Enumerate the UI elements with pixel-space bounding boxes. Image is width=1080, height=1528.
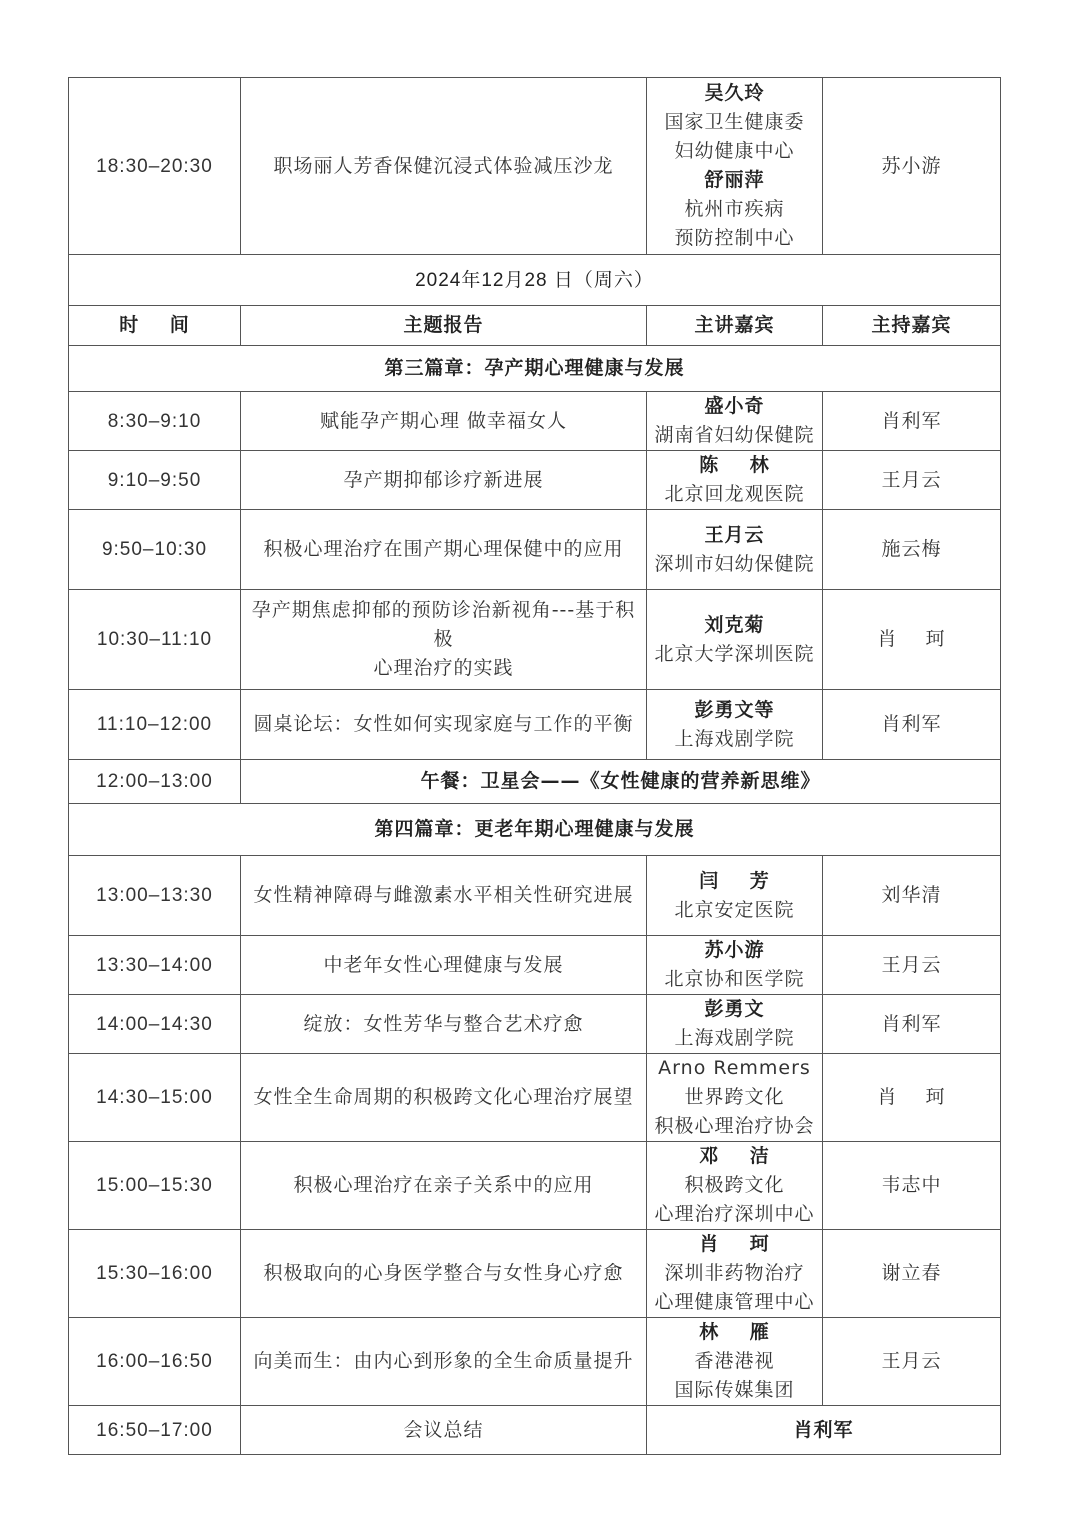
table-row <box>69 1054 1001 1142</box>
header-row <box>69 306 1001 346</box>
header-topic: 主题报告 <box>241 306 647 346</box>
table-row <box>69 392 1001 451</box>
session-host: 施云梅 <box>823 510 1001 590</box>
topic-line: 积极心理治疗在亲子关系中的应用 <box>293 1174 594 1196</box>
chapter-4-title: 第四篇章：更老年期心理健康与发展 <box>69 804 1001 856</box>
session-time: 14:30–15:00 <box>69 1054 241 1142</box>
topic-line: 孕产期焦虑抑郁的预防诊治新视角---基于积 <box>251 599 636 621</box>
chapter-3-sessions <box>69 392 1001 760</box>
speaker-affiliation: 深圳市妇幼保健院 <box>654 552 815 575</box>
table-row <box>69 1142 1001 1230</box>
session-host: 肖 珂 <box>823 1054 1001 1142</box>
table-row <box>69 856 1001 936</box>
session-time: 8:30–9:10 <box>69 392 241 451</box>
session-speaker <box>647 451 823 510</box>
topic-line: 积极取向的心身医学整合与女性身心疗愈 <box>263 1262 624 1284</box>
conference-schedule-table <box>68 77 1001 1455</box>
topic-line: 中老年女性心理健康与发展 <box>323 953 564 976</box>
session-topic <box>241 690 647 760</box>
lunch-text: 午餐：卫星会——《女性健康的营养新思维》 <box>241 760 1001 804</box>
table-row <box>69 78 1001 255</box>
session-host: 苏小游 <box>823 78 1001 255</box>
session-time: 13:30–14:00 <box>69 936 241 995</box>
session-time: 9:10–9:50 <box>69 451 241 510</box>
session-speaker <box>647 1142 823 1230</box>
session-topic <box>241 451 647 510</box>
session-speaker <box>647 590 823 690</box>
session-host: 王月云 <box>823 936 1001 995</box>
session-speaker <box>647 1230 823 1318</box>
closing-row <box>69 1406 1001 1455</box>
speaker-affiliation: 上海戏剧学院 <box>674 1027 795 1049</box>
session-host: 肖利军 <box>823 995 1001 1054</box>
speaker-affiliation: 北京大学深圳医院 <box>654 642 815 665</box>
session-topic <box>241 590 647 690</box>
session-speaker <box>647 510 823 590</box>
speaker-name: 陈 林 <box>699 454 770 476</box>
session-host: 谢立春 <box>823 1230 1001 1318</box>
speaker-affiliation: 预防控制中心 <box>674 227 795 249</box>
speaker-affiliation: 国家卫生健康委 <box>664 111 805 133</box>
table-row <box>69 590 1001 690</box>
session-speaker <box>647 1318 823 1406</box>
chapter-4-sessions <box>69 856 1001 1406</box>
session-speaker <box>647 392 823 451</box>
session-speaker <box>647 690 823 760</box>
speaker-name: 苏小游 <box>704 939 765 961</box>
speaker-affiliation: 国际传媒集团 <box>674 1379 795 1401</box>
table-row <box>69 451 1001 510</box>
session-speaker <box>647 856 823 936</box>
session-time: 16:00–16:50 <box>69 1318 241 1406</box>
speaker-affiliation: 北京安定医院 <box>674 898 795 921</box>
session-topic <box>241 936 647 995</box>
chapter-3-title: 第三篇章：孕产期心理健康与发展 <box>69 346 1001 392</box>
session-host: 王月云 <box>823 1318 1001 1406</box>
session-time: 11:10–12:00 <box>69 690 241 760</box>
session-topic <box>241 1054 647 1142</box>
session-speaker <box>647 995 823 1054</box>
speaker-affiliation: 妇幼健康中心 <box>674 140 795 162</box>
speaker-name: 刘克菊 <box>704 613 765 636</box>
session-time: 9:50–10:30 <box>69 510 241 590</box>
speaker-affiliation: 北京协和医学院 <box>664 968 805 990</box>
speaker-affiliation: 香港港视 <box>694 1350 775 1372</box>
table-row <box>69 1230 1001 1318</box>
session-topic <box>241 1318 647 1406</box>
session-time: 18:30–20:30 <box>69 78 241 255</box>
topic-line: 孕产期抑郁诊疗新进展 <box>343 468 544 491</box>
speaker-name: 吴久玲 <box>704 82 765 104</box>
speaker-name: 肖 珂 <box>699 1233 770 1255</box>
session-time: 10:30–11:10 <box>69 590 241 690</box>
date-row <box>69 255 1001 306</box>
chapter-title-row <box>69 346 1001 392</box>
session-host: 刘华清 <box>823 856 1001 936</box>
topic-line: 心理治疗的实践 <box>373 657 514 679</box>
session-topic <box>241 856 647 936</box>
speaker-name: 邓 洁 <box>699 1145 770 1167</box>
speaker-affiliation: 湖南省妇幼保健院 <box>654 424 815 446</box>
closing-topic: 会议总结 <box>241 1406 647 1455</box>
topic-line: 女性全生命周期的积极跨文化心理治疗展望 <box>253 1086 634 1108</box>
date-heading: 2024年12月28 日（周六） <box>69 255 1001 306</box>
session-host: 王月云 <box>823 451 1001 510</box>
speaker-name: 彭勇文等 <box>694 698 775 721</box>
session-time: 13:00–13:30 <box>69 856 241 936</box>
lunch-time: 12:00–13:00 <box>69 760 241 804</box>
session-host: 肖利军 <box>823 690 1001 760</box>
speaker-affiliation: 心理健康管理中心 <box>654 1291 815 1313</box>
speaker-name: 盛小奇 <box>704 395 765 417</box>
table-row <box>69 690 1001 760</box>
header-time: 时 间 <box>69 306 241 346</box>
speaker-name: 王月云 <box>704 523 765 546</box>
topic-line: 赋能孕产期心理 做幸福女人 <box>319 409 568 432</box>
session-topic <box>241 1142 647 1230</box>
session-topic: 职场丽人芳香保健沉浸式体验减压沙龙 <box>241 78 647 255</box>
session-speaker <box>647 936 823 995</box>
topic-line: 女性精神障碍与雌激素水平相关性研究进展 <box>253 884 634 906</box>
topic-line: 积极心理治疗在围产期心理保健中的应用 <box>263 538 624 560</box>
chapter-title-row <box>69 804 1001 856</box>
speaker-name: 林 雁 <box>699 1321 770 1343</box>
speaker-affiliation: 积极心理治疗协会 <box>654 1115 815 1137</box>
session-speaker <box>647 1054 823 1142</box>
speaker-affiliation: 世界跨文化 <box>684 1086 785 1108</box>
header-host: 主持嘉宾 <box>823 306 1001 346</box>
table-row <box>69 936 1001 995</box>
header-speaker: 主讲嘉宾 <box>647 306 823 346</box>
topic-line: 绽放：女性芳华与整合艺术疗愈 <box>303 1012 584 1035</box>
speaker-affiliation: 积极跨文化 <box>684 1174 785 1196</box>
speaker-name: Arno Remmers <box>658 1057 811 1079</box>
session-topic <box>241 392 647 451</box>
table-row <box>69 510 1001 590</box>
session-time: 15:00–15:30 <box>69 1142 241 1230</box>
speaker-name: 舒丽萍 <box>704 169 765 191</box>
closing-time: 16:50–17:00 <box>69 1406 241 1455</box>
session-host: 肖 珂 <box>823 590 1001 690</box>
topic-line: 极 <box>433 628 454 650</box>
speaker-affiliation: 心理治疗深圳中心 <box>654 1203 815 1225</box>
topic-line: 圆桌论坛：女性如何实现家庭与工作的平衡 <box>253 713 634 735</box>
session-host: 肖利军 <box>823 392 1001 451</box>
table-row <box>69 1318 1001 1406</box>
session-host: 韦志中 <box>823 1142 1001 1230</box>
speaker-name: 彭勇文 <box>704 998 765 1020</box>
session-topic <box>241 995 647 1054</box>
closing-host: 肖利军 <box>647 1406 1001 1455</box>
session-topic <box>241 1230 647 1318</box>
session-topic <box>241 510 647 590</box>
session-time: 15:30–16:00 <box>69 1230 241 1318</box>
speaker-name: 闫 芳 <box>699 869 770 892</box>
speaker-affiliation: 上海戏剧学院 <box>674 727 795 750</box>
speaker-affiliation: 杭州市疾病 <box>684 198 785 220</box>
speaker-affiliation: 深圳非药物治疗 <box>664 1262 805 1284</box>
topic-line: 向美而生：由内心到形象的全生命质量提升 <box>253 1350 634 1372</box>
lunch-row <box>69 760 1001 804</box>
session-time: 14:00–14:30 <box>69 995 241 1054</box>
session-speakers <box>647 78 823 255</box>
speaker-affiliation: 北京回龙观医院 <box>664 483 805 505</box>
table-row <box>69 995 1001 1054</box>
